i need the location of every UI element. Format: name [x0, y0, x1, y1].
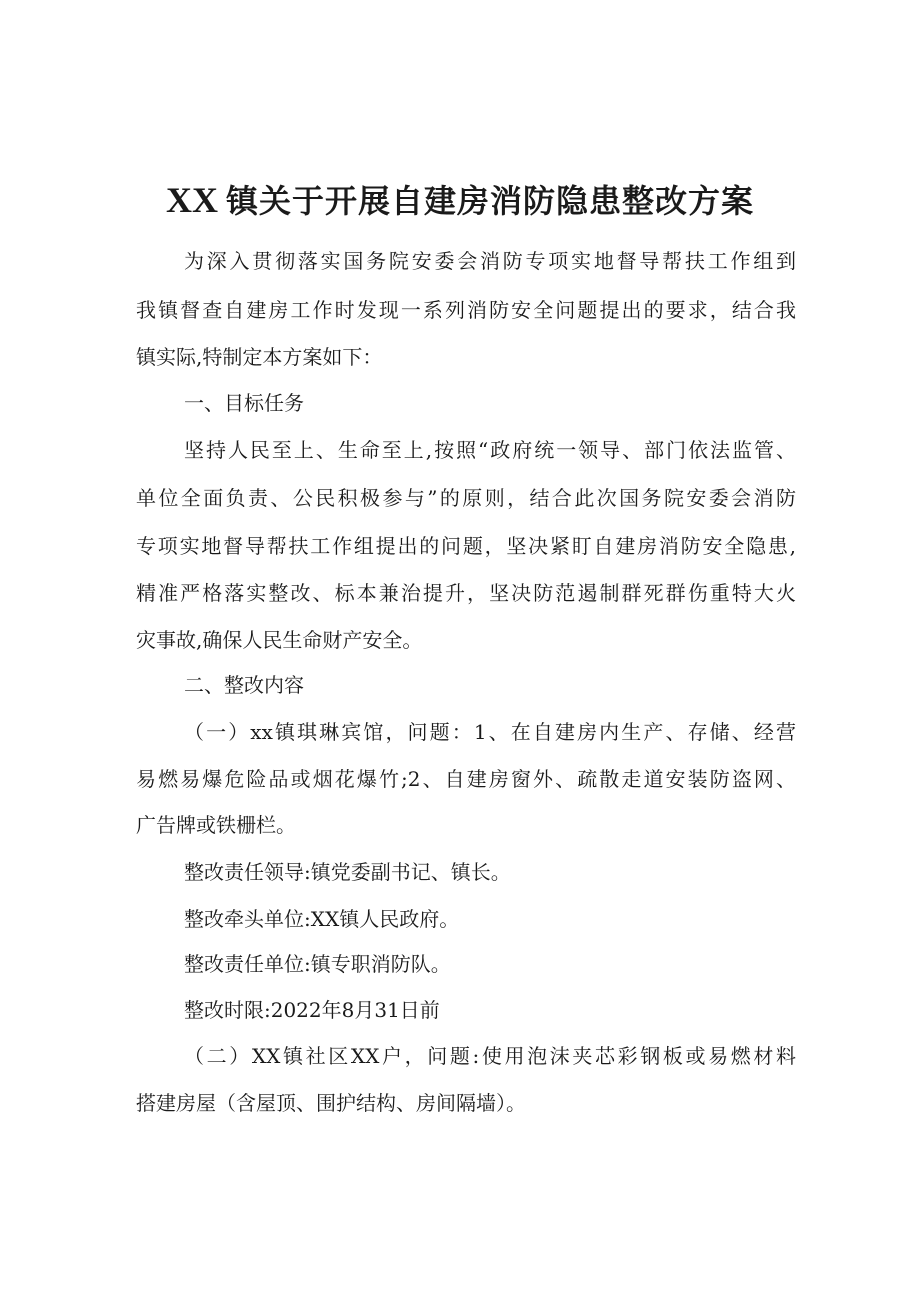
section1-line-4: 精准严格落实整改、标本兼治提升，坚决防范遏制群死群伤重特大火: [136, 581, 796, 605]
document-title: [0, 176, 920, 225]
intro-line-1: 为深入贯彻落实国务院安委会消防专项实地督导帮扶工作组到: [184, 249, 796, 273]
title-prefix: XX: [165, 180, 218, 220]
item1-resp-unit: 整改责任单位:镇专职消防队。: [184, 952, 451, 976]
intro-line-3: 镇实际,特制定本方案如下：: [136, 345, 383, 369]
section1-heading: 一、目标任务: [184, 391, 304, 415]
intro-line-2: 我镇督查自建房工作时发现一系列消防安全问题提出的要求，结合我: [136, 298, 796, 322]
item1-line-1: （一）xx镇琪琳宾馆，问题：1、在自建房内生产、存储、经营: [184, 720, 796, 744]
section2-heading: 二、整改内容: [184, 673, 304, 697]
section1-line-5: 灾事故,确保人民生命财产安全。: [136, 628, 423, 652]
item1-line-2: 易燃易爆危险品或烟花爆竹;2、自建房窗外、疏散走道安装防盗网、: [136, 767, 796, 791]
section1-line-3: 专项实地督导帮扶工作组提出的问题，坚决紧盯自建房消防安全隐患,: [136, 534, 796, 558]
title-main: 镇关于开展自建房消防隐患整改方案: [225, 182, 754, 220]
item1-leader: 整改责任领导:镇党委副书记、镇长。: [184, 860, 511, 884]
section1-line-1: 坚持人民至上、生命至上,按照“政府统一领导、部门依法监管、: [184, 438, 796, 462]
item2-line-2: 搭建房屋（含屋顶、围护结构、房间隔墙）。: [136, 1091, 526, 1115]
item1-line-3: 广告牌或铁栅栏。: [136, 813, 296, 837]
item1-deadline: 整改时限:2022年8月31日前: [184, 998, 440, 1022]
item1-lead-unit: 整改牵头单位:XX镇人民政府。: [184, 907, 460, 931]
section1-line-2: 单位全面负责、公民积极参与”的原则，结合此次国务院安委会消防: [136, 486, 796, 510]
item2-line-1: （二）XX镇社区XX户，问题:使用泡沫夹芯彩钢板或易燃材料: [184, 1044, 796, 1068]
